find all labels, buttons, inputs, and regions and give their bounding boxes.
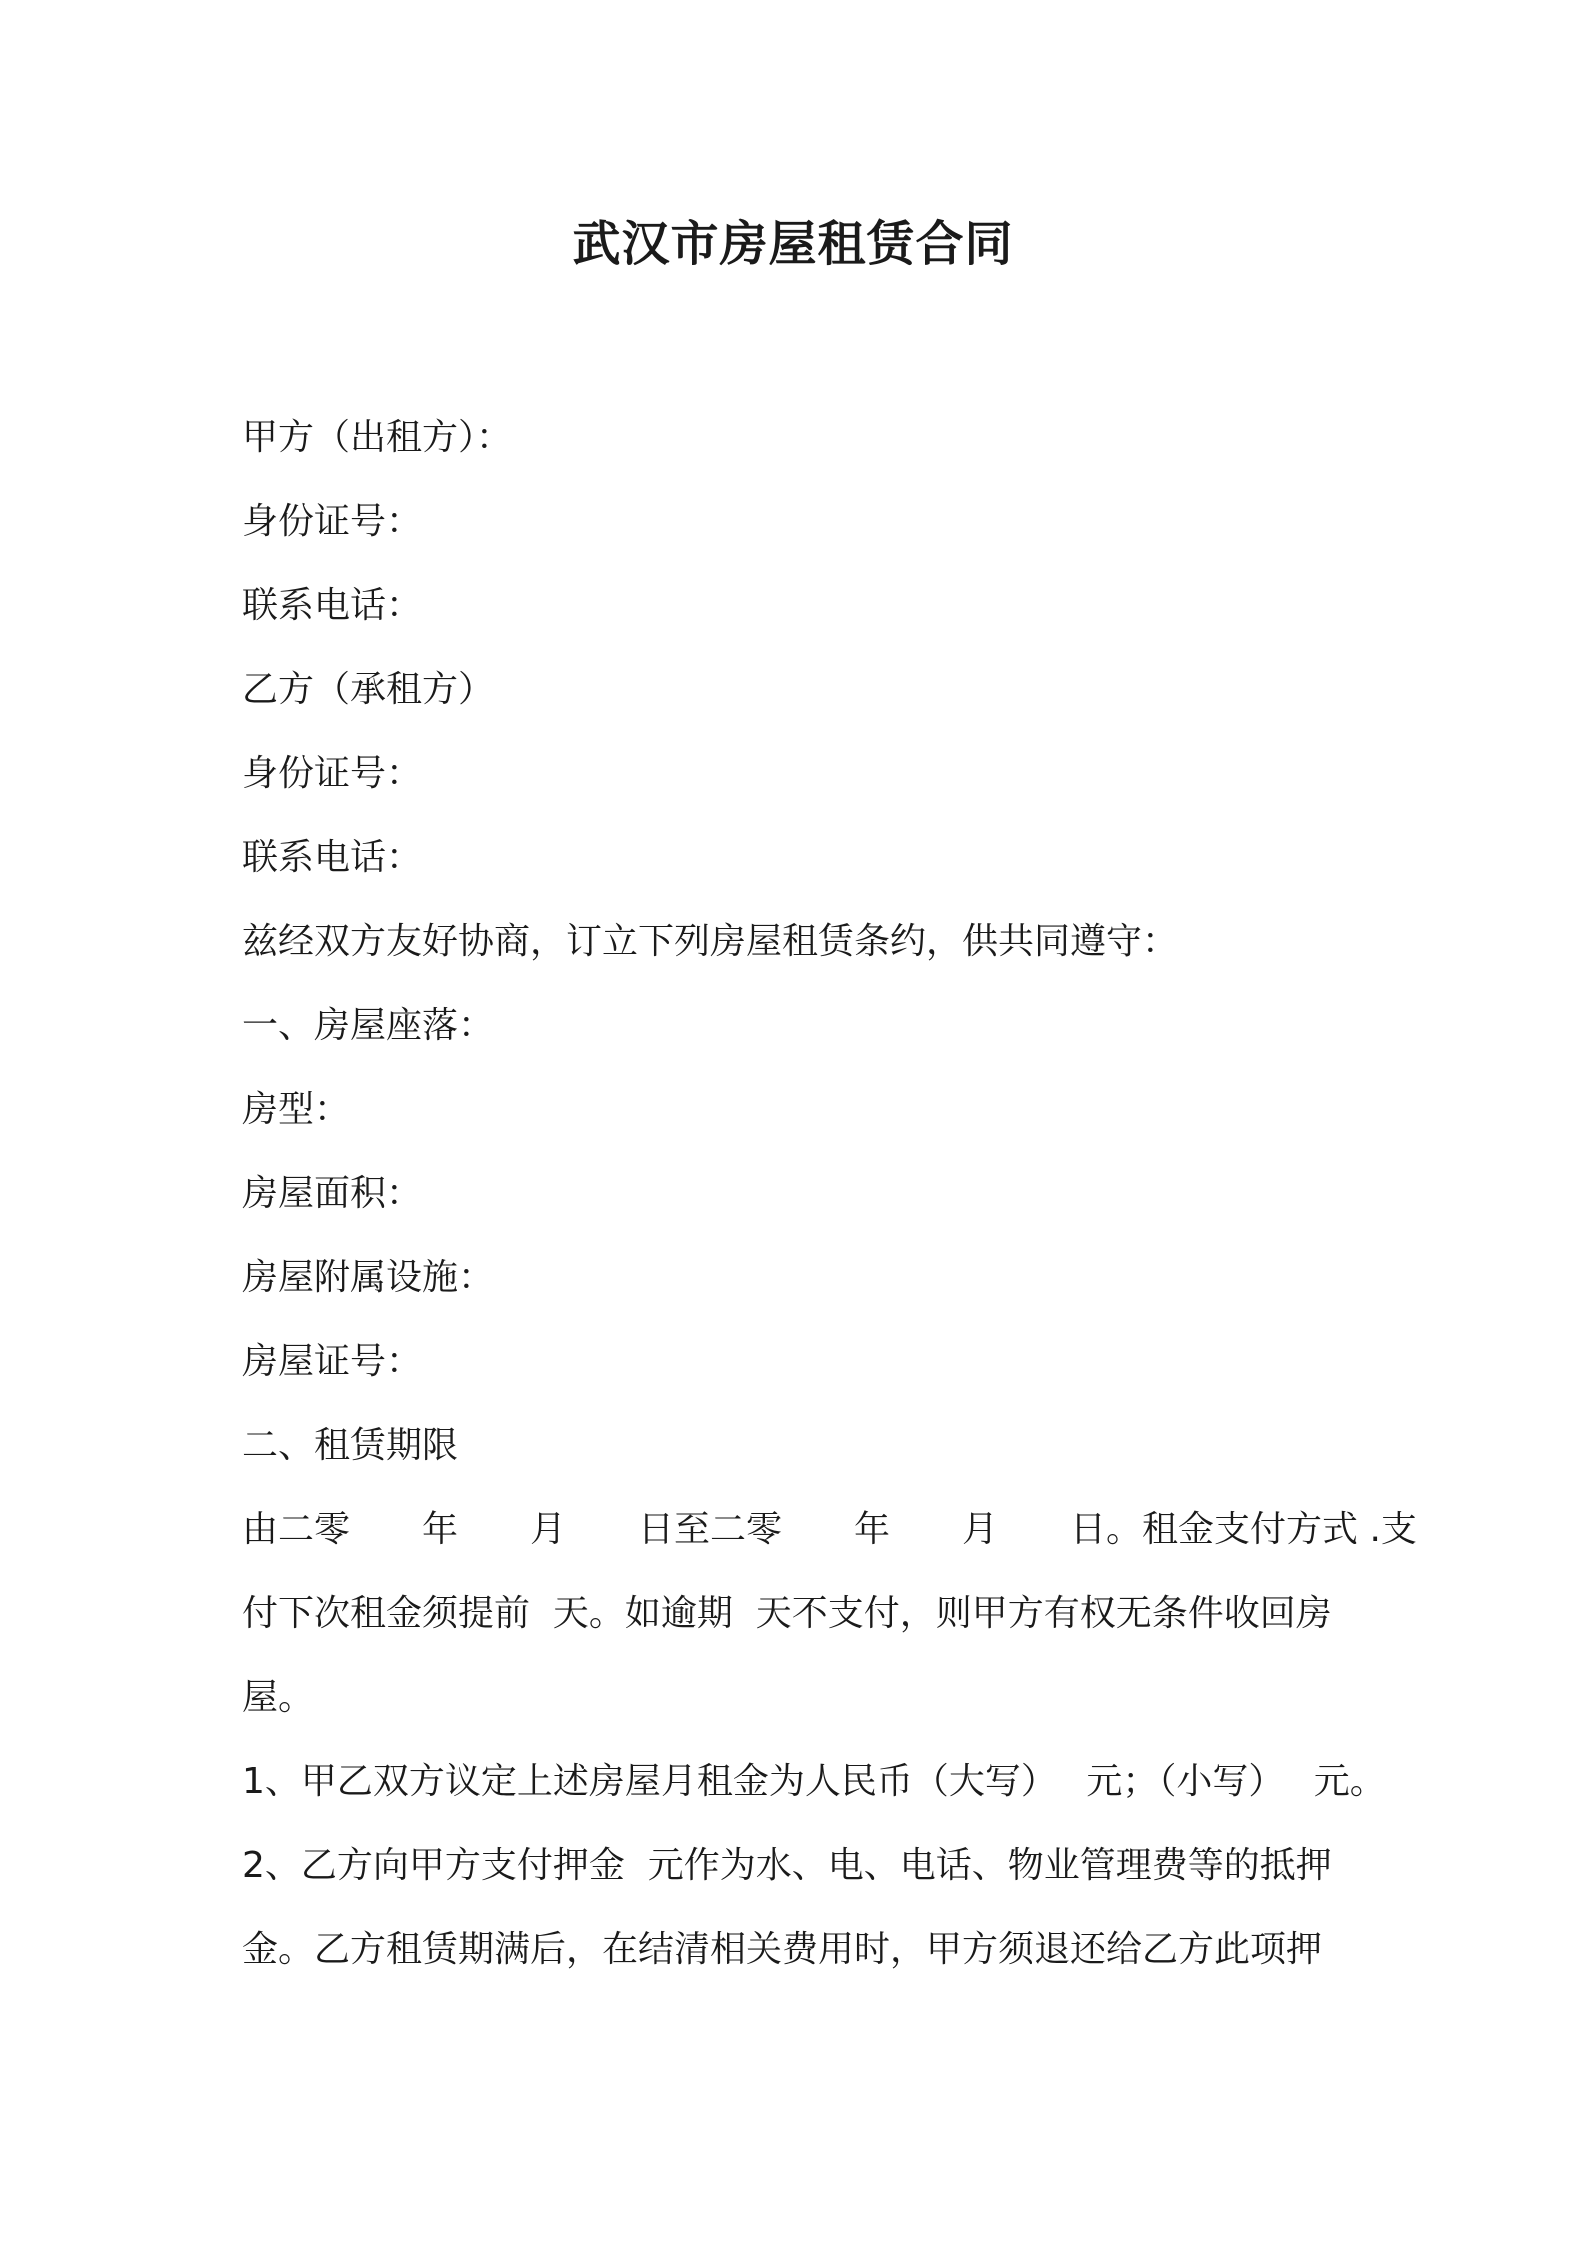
party-b-label: 乙方（承租方） — [242, 669, 495, 710]
section-1-heading: 一、房屋座落： — [242, 1005, 495, 1046]
house-certificate-label: 房屋证号： — [242, 1341, 423, 1382]
house-area-label: 房屋面积： — [242, 1173, 423, 1214]
party-a-phone-label: 联系电话： — [242, 585, 423, 626]
rent-clause-text: 1、甲乙双方议定上述房屋月租金为人民币（大写） 元；（小写） 元。 — [242, 1761, 1386, 1802]
house-facilities-label: 房屋附属设施： — [242, 1257, 495, 1298]
deposit-clause-line-1: 2、乙方向甲方支付押金 元作为水、电、电话、物业管理费等的抵押 — [242, 1845, 1332, 1886]
party-b-id-label: 身份证号： — [242, 753, 423, 794]
party-b-phone-label: 联系电话： — [242, 837, 423, 878]
lease-term-text-line-3: 屋。 — [242, 1677, 315, 1718]
party-a-label: 甲方（出租方）： — [242, 417, 513, 458]
deposit-clause-line-2: 金。乙方租赁期满后，在结清相关费用时，甲方须退还给乙方此项押 — [242, 1929, 1323, 1970]
party-a-id-label: 身份证号： — [242, 501, 423, 542]
section-2-heading: 二、租赁期限 — [242, 1425, 459, 1466]
lease-term-text-line-2: 付下次租金须提前 天。如逾期 天不支付，则甲方有权无条件收回房 — [242, 1593, 1332, 1634]
document-title: 武汉市房屋租赁合同 — [572, 216, 1014, 272]
preamble-text: 兹经双方友好协商，订立下列房屋租赁条约，供共同遵守： — [242, 921, 1179, 962]
house-type-label: 房型： — [242, 1089, 351, 1130]
lease-term-text-line-1: 由二零 年 月 日至二零 年 月 日。租金支付方式 .支 — [242, 1509, 1417, 1550]
